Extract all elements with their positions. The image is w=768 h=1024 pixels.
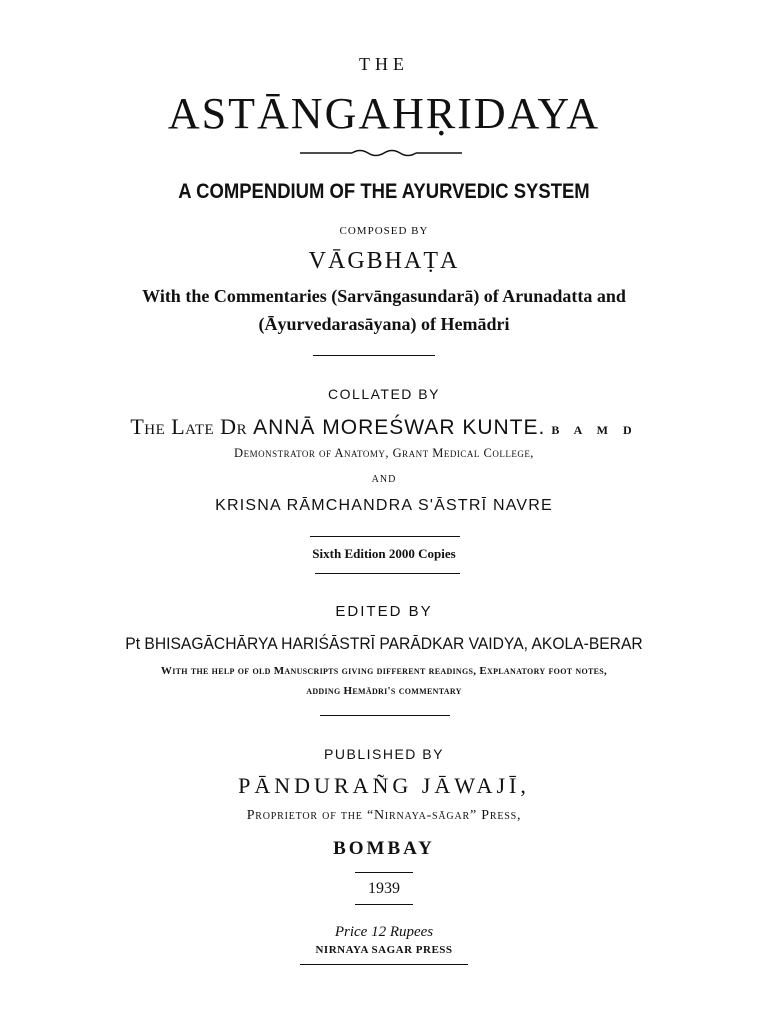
printer-imprint: NIRNAYA SAGAR PRESS <box>315 944 453 956</box>
editor-2-name: KRISNA RĀMCHANDRA S'ĀSTRĪ NAVRE <box>215 497 553 514</box>
year-rule-bottom <box>355 904 413 905</box>
price-label: Price 12 Rupees <box>334 924 434 940</box>
author-name: VĀGBHAṬA <box>308 248 460 274</box>
editor-1-prefix: The Late Dr <box>130 414 248 439</box>
and-label: AND <box>371 474 397 485</box>
ornament-divider <box>300 146 462 160</box>
editor-1-name: ANNĀ MOREŚWAR KUNTE. <box>253 416 546 439</box>
help-line-2: adding Hemādri's commentary <box>306 685 462 697</box>
divider-rule-3 <box>315 573 460 574</box>
header-the: THE <box>359 54 409 74</box>
collated-by-label: COLLATED BY <box>328 386 440 402</box>
divider-rule-4 <box>320 715 450 716</box>
divider-rule-1 <box>313 355 435 356</box>
publication-city: BOMBAY <box>333 838 435 859</box>
commentaries-line-1: With the Commentaries (Sarvāngasundarā) of Arunadatta and <box>142 286 626 306</box>
book-subtitle: A COMPENDIUM OF THE AYURVEDIC SYSTEM <box>178 180 590 203</box>
year-rule-top <box>355 872 413 873</box>
publisher-name: PĀNDURAÑG JĀWAJĪ, <box>238 773 530 798</box>
editor-3-name: Pt BHISAGĀCHĀRYA HARIŚĀSTRĪ PARĀDKAR VAIDYA, AKOLA-BERAR <box>125 634 643 653</box>
printer-rule <box>300 964 468 965</box>
commentaries-line-2: (Āyurvedarasāyana) of Hemādri <box>258 314 510 334</box>
editor-1-line <box>0 414 768 440</box>
published-by-label: PUBLISHED BY <box>324 746 444 762</box>
composed-by-label: COMPOSED BY <box>339 225 429 237</box>
divider-rule-2 <box>310 536 460 537</box>
help-line-1: With the help of old Manuscripts giving different readings, Explanatory foot notes, <box>160 665 608 677</box>
edition-info: Sixth Edition 2000 Copies <box>312 546 456 561</box>
edited-by-label: EDITED BY <box>335 603 433 620</box>
editor-1-degree: B A M D <box>551 423 638 437</box>
editor-1-role: Demonstrator of Anatomy, Grant Medical College, <box>234 446 534 460</box>
publication-year: 1939 <box>368 880 400 897</box>
book-title: ASTĀNGAHṚIDAYA <box>167 89 601 138</box>
proprietor-line: Proprietor of the “Nirnaya-sāgar” Press, <box>246 808 522 823</box>
